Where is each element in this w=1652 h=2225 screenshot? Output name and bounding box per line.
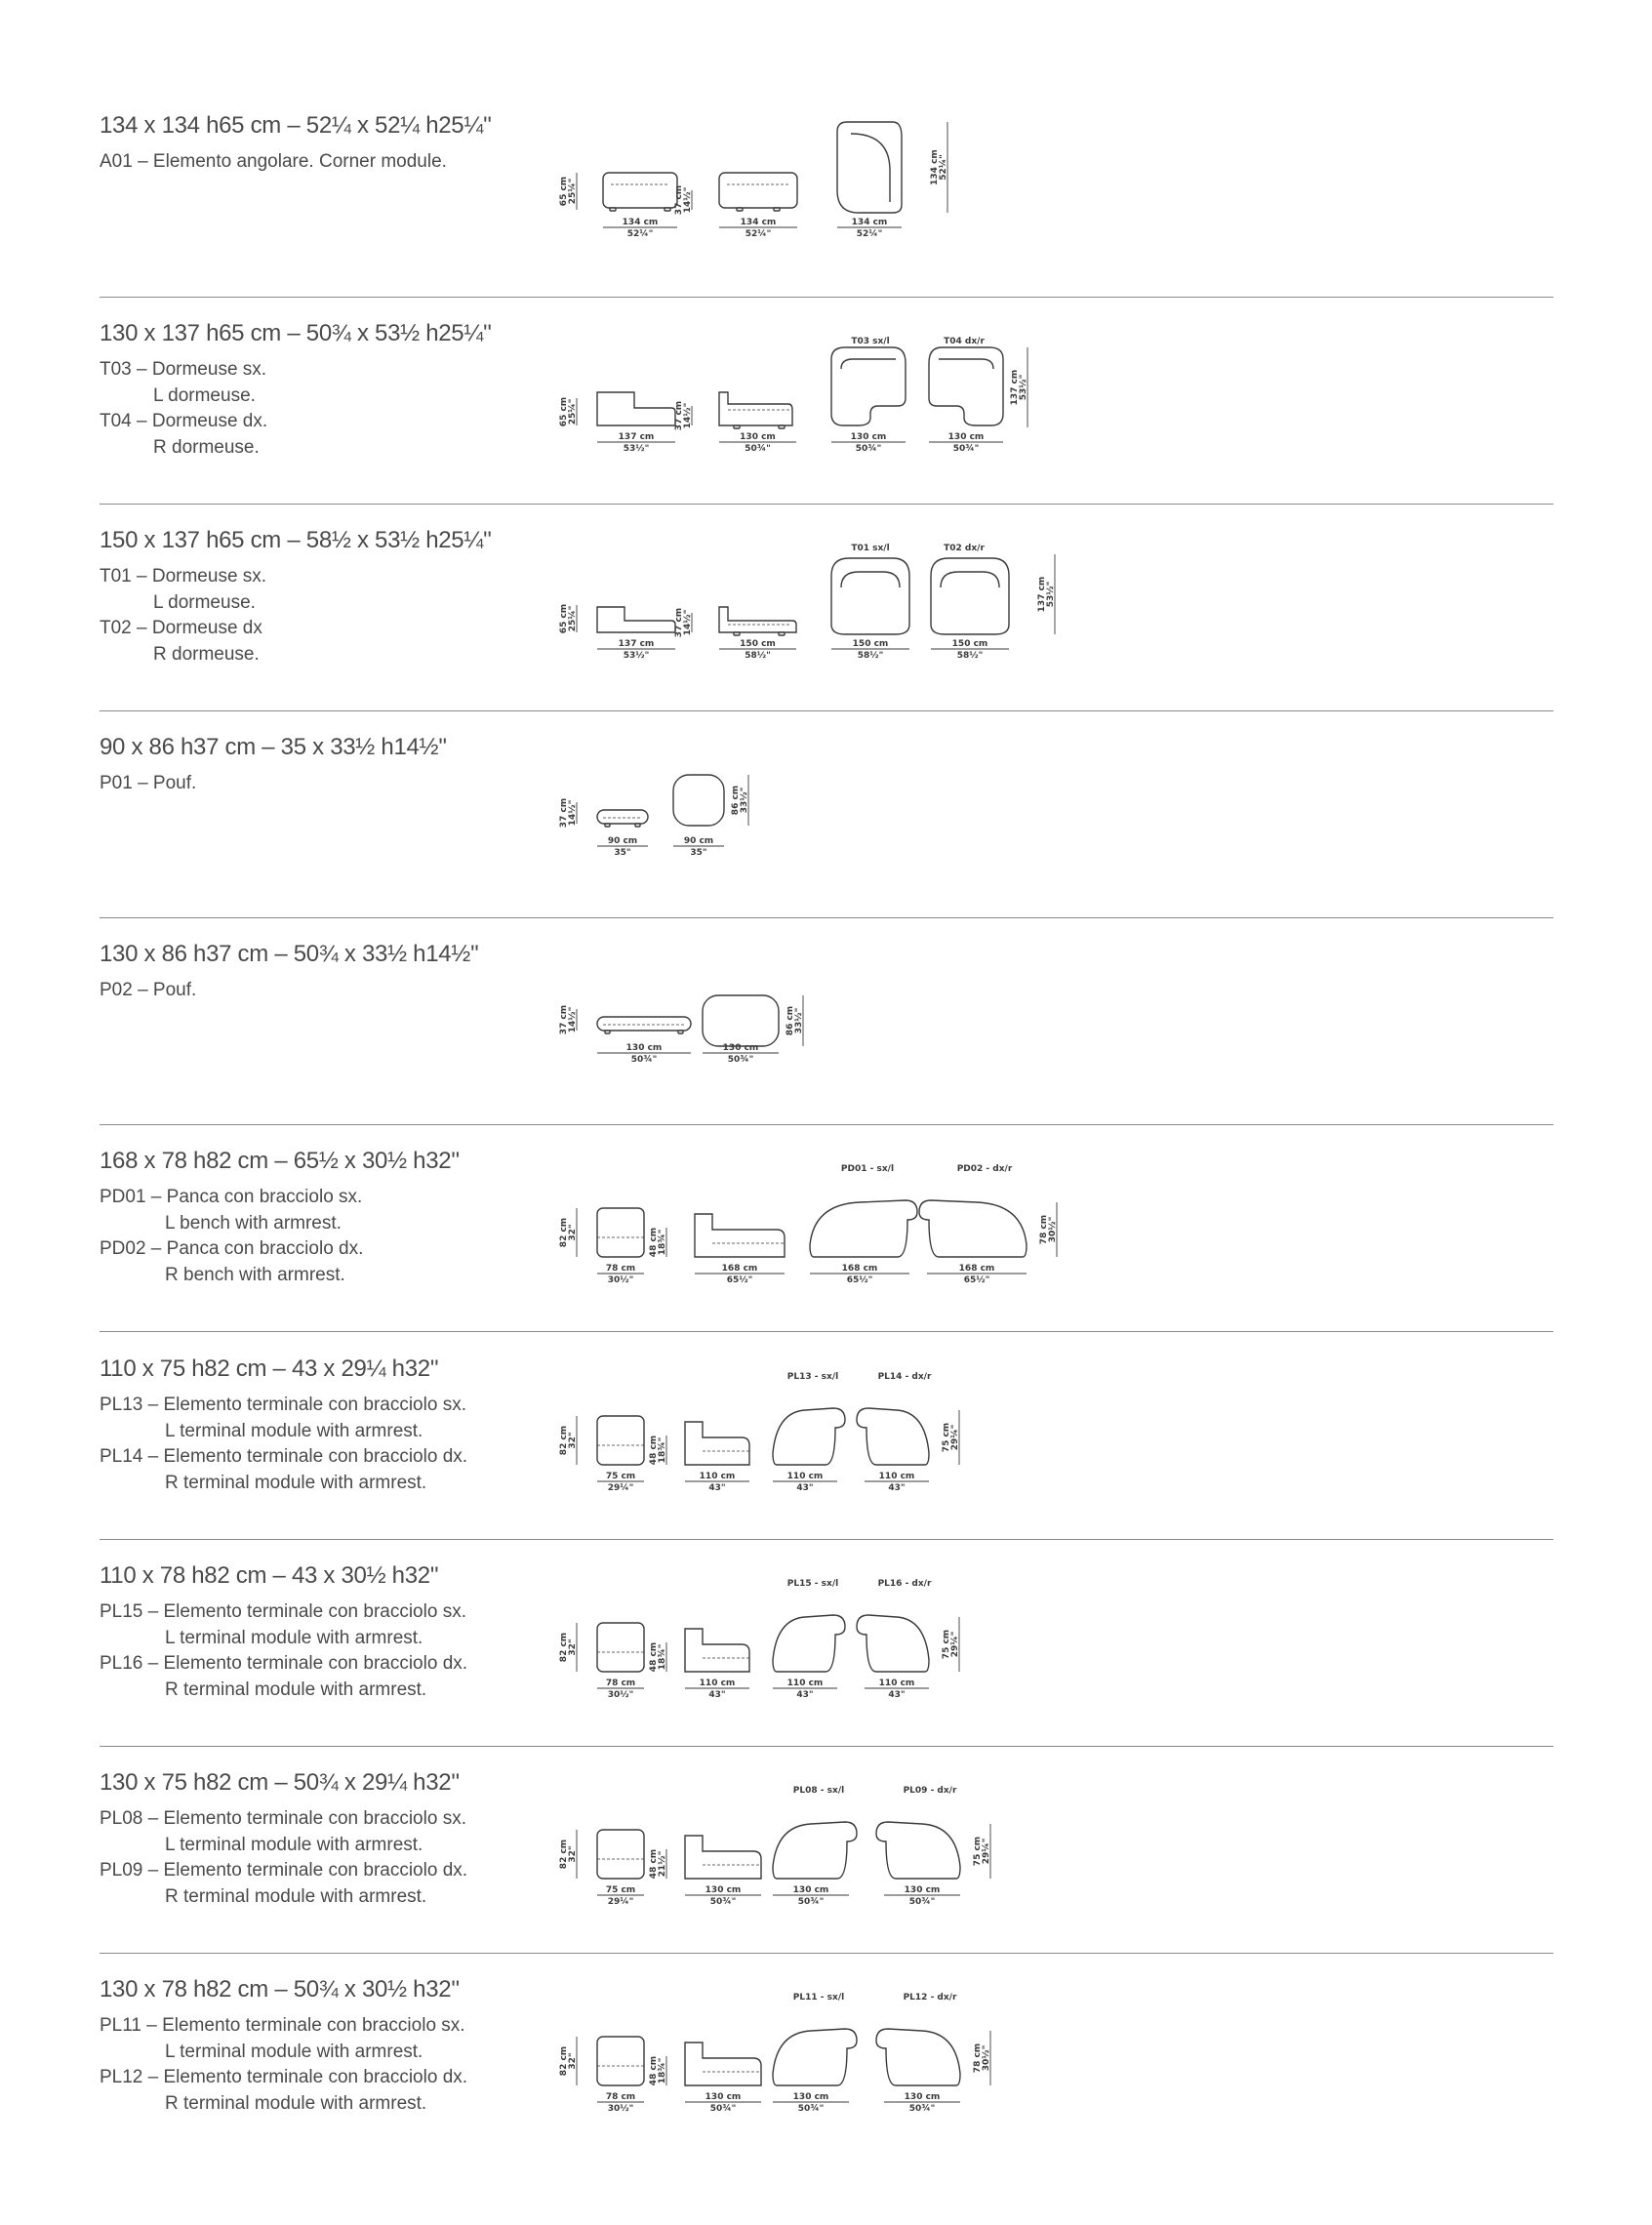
- module-drawings: [100, 320, 1553, 529]
- corner-top-view: [837, 122, 902, 213]
- width-dim-cm: 168 cm: [841, 1264, 878, 1274]
- module-english-line: L terminal module with armrest.: [165, 1420, 423, 1441]
- section-title: 110 x 78 h82 cm – 43 x 30½ h32'': [100, 1562, 439, 1589]
- width-dim-cm: 130 cm: [705, 2092, 742, 2102]
- variant-label-right: PL12 - dx/r: [903, 1993, 957, 2002]
- module-drawings: [100, 1355, 1553, 1564]
- width-dim-inch: 50¾": [855, 444, 882, 454]
- width-dim-inch: 50¾": [908, 1897, 936, 1907]
- top-view-right: [876, 1822, 960, 1879]
- dormeuse-top-right: [931, 558, 1009, 634]
- foot: [635, 824, 640, 827]
- width-dim-inch: 50¾": [908, 2104, 936, 2114]
- width-dim-inch: 30½": [607, 2104, 634, 2114]
- section-title: 150 x 137 h65 cm – 58½ x 53½ h25¼'': [100, 527, 492, 553]
- height-dim-cm: 37 cm: [559, 797, 569, 829]
- dormeuse-top-right: [929, 347, 1003, 425]
- depth-dim-inch: 29¼": [982, 1838, 991, 1865]
- foot: [779, 632, 785, 635]
- pouf-top-view: [673, 775, 724, 826]
- top-view-right: [919, 1200, 1027, 1257]
- width-dim-cm: 130 cm: [740, 432, 776, 442]
- module-english-line: L dormeuse.: [153, 591, 256, 613]
- section-title: 110 x 75 h82 cm – 43 x 29¼ h32'': [100, 1355, 439, 1382]
- top-view-right: [857, 1615, 929, 1672]
- front-view: [597, 392, 675, 425]
- front-view: [685, 1836, 761, 1879]
- side-view: [597, 1208, 644, 1257]
- front-view: [597, 607, 675, 632]
- side-view: [597, 2037, 644, 2085]
- module-code-line: PL14 – Elemento terminale con bracciolo dx.: [100, 1446, 468, 1467]
- width-dim-cm: 134 cm: [622, 218, 659, 227]
- depth-dim-cm: 78 cm: [1039, 1214, 1049, 1245]
- module-drawings: [100, 1976, 1553, 2185]
- foot: [678, 1031, 683, 1033]
- seat-height-dim-cm: 48 cm: [649, 1435, 659, 1466]
- module-code-line: T03 – Dormeuse sx.: [100, 359, 267, 380]
- depth-dim-cm: 86 cm: [731, 785, 741, 816]
- section-title: 130 x 137 h65 cm – 50¾ x 53½ h25¼'': [100, 320, 492, 346]
- front-view: [603, 173, 677, 208]
- dormeuse-top-left: [831, 347, 906, 425]
- module-english-line: R terminal module with armrest.: [165, 2092, 427, 2114]
- width-dim-cm: 130 cm: [705, 1885, 742, 1895]
- foot: [734, 425, 740, 428]
- module-english-line: L terminal module with armrest.: [165, 1627, 423, 1648]
- module-section: [100, 1976, 1553, 2185]
- width-dim-cm: 130 cm: [904, 2092, 941, 2102]
- width-dim-cm: 130 cm: [625, 1043, 663, 1053]
- module-code-line: A01 – Elemento angolare. Corner module.: [100, 151, 447, 172]
- module-code-line: PD01 – Panca con bracciolo sx.: [100, 1187, 363, 1207]
- depth-dim-cm: 86 cm: [786, 1005, 795, 1036]
- width-dim-inch: 29¼": [607, 1897, 634, 1907]
- variant-label-left: T03 sx/l: [851, 337, 890, 346]
- top-view-right: [876, 2029, 960, 2085]
- seat-height-dim-inch: 18¾": [658, 1643, 667, 1671]
- top-view-left: [773, 1615, 845, 1672]
- module-code-line: PL12 – Elemento terminale con bracciolo dx.: [100, 2067, 468, 2087]
- seat-height-dim-cm: 48 cm: [649, 1848, 659, 1880]
- depth-dim-inch: 29¼": [950, 1424, 960, 1451]
- pouf-side-view: [597, 1017, 691, 1031]
- width-dim-inch: 50¾": [709, 1897, 737, 1907]
- top-view-left: [773, 1408, 845, 1465]
- height-dim-inch: 32": [568, 1845, 578, 1863]
- width-dim-inch: 43": [888, 1690, 906, 1700]
- depth-dim-inch: 30½": [982, 2044, 991, 2072]
- variant-label-right: T02 dx/r: [944, 544, 985, 553]
- seat-height-dim-inch: 14½": [683, 402, 693, 429]
- width-dim-cm: 150 cm: [740, 639, 776, 649]
- module-english-line: L dormeuse.: [153, 384, 256, 406]
- foot: [779, 425, 785, 428]
- height-dim-cm: 37 cm: [559, 1004, 569, 1035]
- width-dim-cm: 75 cm: [605, 1885, 636, 1895]
- height-dim-inch: 14½": [568, 1006, 578, 1033]
- seat-height-dim-inch: 21½": [658, 1850, 667, 1878]
- width-dim-inch: 58½": [956, 651, 984, 661]
- front-view: [685, 2043, 761, 2085]
- seat-height-dim-cm: 37 cm: [674, 184, 684, 216]
- width-dim-inch: 50¾": [709, 2104, 737, 2114]
- width-dim-inch: 43": [708, 1690, 726, 1700]
- width-dim-cm: 78 cm: [605, 2092, 636, 2102]
- variant-label-left: PL11 - sx/l: [792, 1993, 845, 2002]
- seat-height-dim-cm: 37 cm: [674, 607, 684, 638]
- depth-dim-inch: 33½": [794, 1007, 804, 1034]
- module-english-line: L terminal module with armrest.: [165, 2041, 423, 2062]
- section-title: 130 x 86 h37 cm – 50¾ x 33½ h14½'': [100, 941, 479, 967]
- depth-dim-cm: 75 cm: [973, 1836, 983, 1867]
- width-dim-cm: 78 cm: [605, 1264, 636, 1274]
- depth-dim-inch: 53½": [1019, 374, 1028, 401]
- width-dim-cm: 75 cm: [605, 1472, 636, 1481]
- module-english-line: R terminal module with armrest.: [165, 1679, 427, 1700]
- width-dim-inch: 50¾": [797, 1897, 825, 1907]
- height-dim-cm: 65 cm: [559, 396, 569, 427]
- foot: [734, 632, 740, 635]
- width-dim-inch: 53½": [623, 651, 650, 661]
- seat-height-dim-inch: 14½": [683, 186, 693, 214]
- module-code-line: PL16 – Elemento terminale con bracciolo dx.: [100, 1653, 468, 1674]
- module-section: [100, 941, 1553, 1150]
- seat-height-dim-cm: 48 cm: [649, 1641, 659, 1673]
- pouf-side-view: [597, 810, 648, 824]
- module-code-line: PL08 – Elemento terminale con bracciolo sx.: [100, 1808, 466, 1829]
- height-dim-cm: 82 cm: [559, 1425, 569, 1456]
- module-drawings: [100, 734, 1553, 943]
- depth-dim-inch: 52¼": [939, 154, 948, 181]
- module-code-line: T04 – Dormeuse dx.: [100, 411, 268, 431]
- module-code-line: P02 – Pouf.: [100, 980, 197, 1000]
- seat-height-dim-inch: 18¾": [658, 1229, 667, 1256]
- height-dim-cm: 82 cm: [559, 1839, 569, 1870]
- variant-label-left: PD01 - sx/l: [840, 1164, 895, 1174]
- height-dim-cm: 65 cm: [559, 176, 569, 207]
- section-title: 90 x 86 h37 cm – 35 x 33½ h14½'': [100, 734, 447, 760]
- module-code-line: T01 – Dormeuse sx.: [100, 566, 267, 587]
- foot: [665, 208, 670, 211]
- variant-label-right: PL09 - dx/r: [903, 1786, 957, 1796]
- width-dim-cm: 130 cm: [947, 432, 985, 442]
- width-dim-inch: 50¾": [952, 444, 980, 454]
- width-dim-cm: 168 cm: [721, 1264, 758, 1274]
- height-dim-inch: 32": [568, 1432, 578, 1449]
- variant-label-right: PL14 - dx/r: [877, 1372, 932, 1382]
- foot: [610, 208, 616, 211]
- module-section: [100, 320, 1553, 529]
- width-dim-cm: 150 cm: [852, 639, 889, 649]
- width-dim-inch: 43": [708, 1483, 726, 1493]
- width-dim-cm: 90 cm: [683, 836, 714, 846]
- module-english-line: R terminal module with armrest.: [165, 1885, 427, 1907]
- width-dim-inch: 50¾": [797, 2104, 825, 2114]
- foot: [605, 824, 610, 827]
- module-section: [100, 1148, 1553, 1356]
- width-dim-inch: 53½": [623, 444, 650, 454]
- module-code-line: T02 – Dormeuse dx: [100, 618, 262, 638]
- width-dim-cm: 150 cm: [951, 639, 988, 649]
- width-dim-inch: 43": [888, 1483, 906, 1493]
- width-dim-inch: 65½": [963, 1275, 990, 1285]
- side-view: [719, 173, 797, 208]
- width-dim-cm: 130 cm: [904, 1885, 941, 1895]
- depth-dim-cm: 137 cm: [1010, 369, 1020, 406]
- depth-dim-cm: 134 cm: [930, 149, 940, 185]
- variant-label-right: T04 dx/r: [944, 337, 985, 346]
- width-dim-inch: 52¼": [856, 229, 883, 239]
- width-dim-cm: 130 cm: [792, 2092, 829, 2102]
- height-dim-cm: 82 cm: [559, 2045, 569, 2077]
- variant-label-left: T01 sx/l: [851, 544, 890, 553]
- seat-height-dim-inch: 14½": [683, 609, 693, 636]
- width-dim-inch: 58½": [857, 651, 884, 661]
- section-title: 130 x 75 h82 cm – 50¾ x 29¼ h32'': [100, 1769, 460, 1796]
- foot: [737, 208, 743, 211]
- width-dim-cm: 110 cm: [786, 1679, 824, 1688]
- depth-dim-inch: 30½": [1048, 1216, 1058, 1243]
- module-code-line: PD02 – Panca con bracciolo dx.: [100, 1238, 364, 1259]
- width-dim-cm: 110 cm: [699, 1679, 736, 1688]
- width-dim-inch: 35": [690, 848, 707, 858]
- module-drawings: [100, 1769, 1553, 1978]
- width-dim-cm: 110 cm: [878, 1679, 915, 1688]
- variant-label-left: PL13 - sx/l: [786, 1372, 839, 1382]
- depth-dim-cm: 75 cm: [942, 1422, 951, 1453]
- side-view: [597, 1830, 644, 1879]
- side-view: [719, 607, 796, 632]
- module-english-line: L terminal module with armrest.: [165, 1834, 423, 1855]
- width-dim-inch: 50¾": [630, 1055, 658, 1065]
- module-drawings: [100, 941, 1553, 1150]
- side-view: [597, 1416, 644, 1465]
- width-dim-inch: 65½": [846, 1275, 873, 1285]
- side-view: [719, 392, 792, 425]
- module-code-line: PL09 – Elemento terminale con bracciolo dx.: [100, 1860, 468, 1881]
- module-section: [100, 112, 1553, 321]
- module-english-line: R dormeuse.: [153, 436, 260, 458]
- seat-height-dim-cm: 48 cm: [649, 1227, 659, 1258]
- height-dim-inch: 25¼": [568, 178, 578, 205]
- width-dim-cm: 130 cm: [792, 1885, 829, 1895]
- depth-dim-cm: 78 cm: [973, 2043, 983, 2074]
- module-code-line: P01 – Pouf.: [100, 773, 197, 793]
- module-drawings: [100, 1562, 1553, 1771]
- width-dim-inch: 52¼": [626, 229, 654, 239]
- top-view-left: [773, 1822, 857, 1879]
- module-section: [100, 734, 1553, 943]
- width-dim-inch: 43": [796, 1690, 814, 1700]
- height-dim-inch: 25¼": [568, 605, 578, 632]
- front-view: [685, 1629, 749, 1672]
- width-dim-inch: 58½": [745, 651, 771, 661]
- depth-dim-cm: 75 cm: [942, 1629, 951, 1660]
- foot: [605, 1031, 610, 1033]
- width-dim-cm: 110 cm: [786, 1472, 824, 1481]
- width-dim-cm: 110 cm: [878, 1472, 915, 1481]
- width-dim-inch: 65½": [726, 1275, 753, 1285]
- top-view-left: [773, 2029, 857, 2085]
- width-dim-cm: 134 cm: [851, 218, 888, 227]
- height-dim-inch: 32": [568, 1224, 578, 1241]
- top-view-left: [810, 1200, 917, 1257]
- front-view: [695, 1214, 785, 1257]
- height-dim-cm: 65 cm: [559, 603, 569, 634]
- module-english-line: R dormeuse.: [153, 643, 260, 665]
- pouf-top-view: [703, 995, 779, 1046]
- height-dim-cm: 82 cm: [559, 1217, 569, 1248]
- module-english-line: R terminal module with armrest.: [165, 1472, 427, 1493]
- section-title: 134 x 134 h65 cm – 52¼ x 52¼ h25¼'': [100, 112, 492, 139]
- module-english-line: R bench with armrest.: [165, 1264, 345, 1285]
- module-drawings: [100, 527, 1553, 736]
- height-dim-cm: 82 cm: [559, 1632, 569, 1663]
- seat-height-dim-cm: 37 cm: [674, 400, 684, 431]
- width-dim-cm: 168 cm: [958, 1264, 995, 1274]
- width-dim-cm: 90 cm: [607, 836, 638, 846]
- height-dim-inch: 14½": [568, 799, 578, 827]
- width-dim-inch: 50¾": [745, 444, 771, 454]
- width-dim-inch: 30½": [607, 1690, 634, 1700]
- top-view-right: [857, 1408, 929, 1465]
- height-dim-inch: 25¼": [568, 398, 578, 425]
- module-section: [100, 1769, 1553, 1978]
- variant-label-right: PL16 - dx/r: [877, 1579, 932, 1589]
- depth-dim-inch: 53½": [1046, 581, 1056, 608]
- width-dim-cm: 130 cm: [722, 1043, 759, 1053]
- module-section: [100, 1355, 1553, 1564]
- variant-label-right: PD02 - dx/r: [956, 1164, 1013, 1174]
- width-dim-inch: 52¼": [745, 229, 772, 239]
- section-title: 130 x 78 h82 cm – 50¾ x 30½ h32'': [100, 1976, 460, 2002]
- seat-height-dim-inch: 18¾": [658, 1436, 667, 1464]
- width-dim-inch: 50¾": [727, 1055, 754, 1065]
- module-section: [100, 527, 1553, 736]
- width-dim-cm: 78 cm: [605, 1679, 636, 1688]
- module-drawings: [100, 112, 1553, 321]
- foot: [774, 208, 780, 211]
- width-dim-inch: 35": [614, 848, 631, 858]
- depth-dim-inch: 33½": [740, 787, 749, 814]
- dormeuse-top-left: [831, 558, 909, 634]
- depth-dim-cm: 137 cm: [1037, 576, 1047, 613]
- depth-dim-inch: 29¼": [950, 1631, 960, 1658]
- module-section: [100, 1562, 1553, 1771]
- width-dim-cm: 137 cm: [618, 639, 655, 649]
- seat-height-dim-inch: 18¾": [658, 2057, 667, 2084]
- height-dim-inch: 32": [568, 1638, 578, 1656]
- variant-label-left: PL08 - sx/l: [792, 1786, 845, 1796]
- variant-label-left: PL15 - sx/l: [786, 1579, 839, 1589]
- front-view: [685, 1422, 749, 1465]
- module-code-line: PL15 – Elemento terminale con bracciolo sx.: [100, 1601, 466, 1622]
- width-dim-inch: 30½": [607, 1275, 634, 1285]
- height-dim-inch: 32": [568, 2052, 578, 2070]
- seat-height-dim-cm: 48 cm: [649, 2055, 659, 2086]
- width-dim-cm: 130 cm: [850, 432, 887, 442]
- width-dim-inch: 29¼": [607, 1483, 634, 1493]
- side-view: [597, 1623, 644, 1672]
- width-dim-cm: 134 cm: [740, 218, 777, 227]
- module-drawings: [100, 1148, 1553, 1356]
- width-dim-cm: 137 cm: [618, 432, 655, 442]
- width-dim-cm: 110 cm: [699, 1472, 736, 1481]
- section-title: 168 x 78 h82 cm – 65½ x 30½ h32'': [100, 1148, 460, 1174]
- module-english-line: L bench with armrest.: [165, 1212, 342, 1234]
- width-dim-inch: 43": [796, 1483, 814, 1493]
- module-code-line: PL11 – Elemento terminale con bracciolo sx.: [100, 2015, 465, 2036]
- module-code-line: PL13 – Elemento terminale con bracciolo sx.: [100, 1395, 466, 1415]
